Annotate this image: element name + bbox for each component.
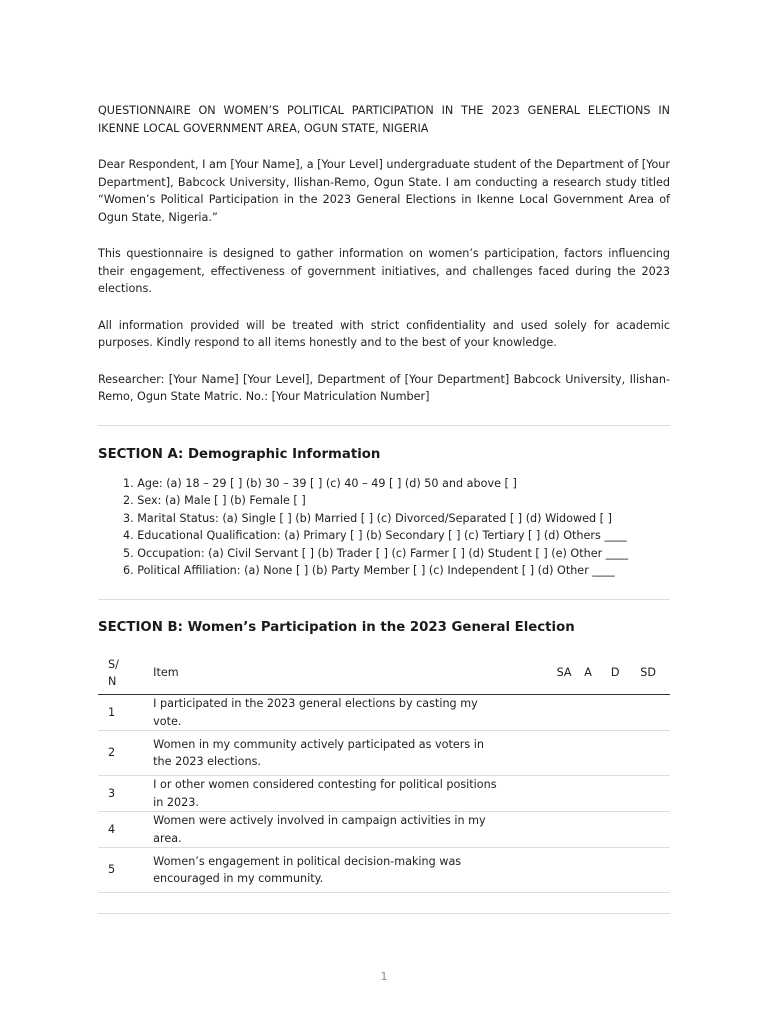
row-sn: 5 bbox=[98, 848, 153, 893]
confidentiality-paragraph: All information provided will be treated with strict confidentiality and used solely for academic purposes. Kindly respond to all items honestly and to the best of your knowledge. bbox=[98, 318, 670, 349]
row-a-cell[interactable] bbox=[584, 731, 611, 776]
row-sa-cell[interactable] bbox=[557, 695, 585, 731]
demographic-list bbox=[98, 475, 670, 581]
table-row bbox=[98, 776, 670, 812]
row-a-cell[interactable] bbox=[584, 695, 611, 731]
section-divider bbox=[98, 425, 670, 426]
column-header-sn-line1: S/ bbox=[108, 657, 119, 671]
row-sa-cell[interactable] bbox=[557, 848, 585, 893]
row-sa-cell[interactable] bbox=[557, 812, 585, 848]
researcher-paragraph: Researcher: [Your Name] [Your Level], Department of [Your Department] Babcock University, Ilishan-Remo, Ogun State Matric. No.: [Your Matriculation Number] bbox=[98, 372, 670, 403]
row-sd-cell[interactable] bbox=[640, 848, 670, 893]
page-number: 1 bbox=[380, 970, 388, 983]
row-d-cell[interactable] bbox=[611, 848, 640, 893]
row-sn: 3 bbox=[98, 776, 153, 812]
purpose-paragraph: This questionnaire is designed to gather information on women’s participation, factors influencing their engagement, effectiveness of government initiatives, and challenges faced during the 2023 elections. bbox=[98, 247, 670, 295]
row-sa-cell[interactable] bbox=[557, 776, 585, 812]
demographic-item-sex: 2. Sex: (a) Male [ ] (b) Female [ ] bbox=[123, 494, 306, 508]
row-item-text: I or other women considered contesting for political positions in 2023. bbox=[153, 776, 556, 812]
row-sa-cell[interactable] bbox=[557, 731, 585, 776]
document-page bbox=[98, 102, 670, 914]
row-d-cell[interactable] bbox=[611, 695, 640, 731]
row-d-cell[interactable] bbox=[611, 812, 640, 848]
row-item-text: Women’s engagement in political decision-making was encouraged in my community. bbox=[153, 848, 556, 893]
section-a-heading: SECTION A: Demographic Information bbox=[98, 446, 381, 462]
document-title: QUESTIONNAIRE ON WOMEN’S POLITICAL PARTICIPATION IN THE 2023 GENERAL ELECTIONS IN IKENNE LOCAL GOVERNMENT AREA, OGUN STATE, NIGERIA bbox=[98, 104, 670, 135]
row-d-cell[interactable] bbox=[611, 776, 640, 812]
participation-table bbox=[98, 652, 670, 913]
column-header-item: Item bbox=[153, 652, 556, 695]
column-header-sa: SA bbox=[557, 652, 585, 695]
row-item-text: I participated in the 2023 general elections by casting my vote. bbox=[153, 695, 556, 731]
table-row bbox=[98, 812, 670, 848]
table-row bbox=[98, 731, 670, 776]
row-sd-cell[interactable] bbox=[640, 695, 670, 731]
row-item-text: Women in my community actively participated as voters in the 2023 elections. bbox=[153, 731, 556, 776]
demographic-item-marital-status: 3. Marital Status: (a) Single [ ] (b) Married [ ] (c) Divorced/Separated [ ] (d) Widowed [ ] bbox=[123, 511, 612, 525]
intro-paragraph: Dear Respondent, I am [Your Name], a [Your Level] undergraduate student of the Department of [Your Department], Babcock University, Ilishan-Remo, Ogun State. I am conducting a research study titled “Women’s Political Participation in the 2023 General Elections in Ikenne Local Government Area of Ogun State, Nigeria.” bbox=[98, 158, 670, 224]
section-divider bbox=[98, 599, 670, 600]
row-a-cell[interactable] bbox=[584, 812, 611, 848]
row-sn: 4 bbox=[98, 812, 153, 848]
row-sd-cell[interactable] bbox=[640, 731, 670, 776]
row-d-cell[interactable] bbox=[611, 731, 640, 776]
table-spacer-cell bbox=[98, 893, 670, 914]
row-item-text: Women were actively involved in campaign activities in my area. bbox=[153, 812, 556, 848]
column-header-d: D bbox=[611, 652, 640, 695]
section-b-heading: SECTION B: Women’s Participation in the 2023 General Election bbox=[98, 620, 575, 636]
row-sd-cell[interactable] bbox=[640, 776, 670, 812]
section-divider bbox=[98, 913, 670, 914]
table-row bbox=[98, 695, 670, 731]
column-header-sn bbox=[98, 652, 153, 695]
column-header-a: A bbox=[584, 652, 611, 695]
row-sd-cell[interactable] bbox=[640, 812, 670, 848]
column-header-sd: SD bbox=[640, 652, 670, 695]
row-sn: 1 bbox=[98, 695, 153, 731]
demographic-item-age: 1. Age: (a) 18 – 29 [ ] (b) 30 – 39 [ ] (c) 40 – 49 [ ] (d) 50 and above [ ] bbox=[123, 476, 517, 490]
table-row bbox=[98, 848, 670, 893]
row-sn: 2 bbox=[98, 731, 153, 776]
column-header-sn-line2: N bbox=[108, 675, 117, 689]
demographic-item-political-affiliation: 6. Political Affiliation: (a) None [ ] (b) Party Member [ ] (c) Independent [ ] (d) Other ____ bbox=[123, 564, 615, 578]
table-spacer-row bbox=[98, 893, 670, 914]
demographic-item-education: 4. Educational Qualification: (a) Primary [ ] (b) Secondary [ ] (c) Tertiary [ ] (d) Others ____ bbox=[123, 529, 627, 543]
demographic-item-occupation: 5. Occupation: (a) Civil Servant [ ] (b) Trader [ ] (c) Farmer [ ] (d) Student [ ] (e) Other ____ bbox=[123, 546, 629, 560]
row-a-cell[interactable] bbox=[584, 848, 611, 893]
row-a-cell[interactable] bbox=[584, 776, 611, 812]
table-header-row bbox=[98, 652, 670, 695]
